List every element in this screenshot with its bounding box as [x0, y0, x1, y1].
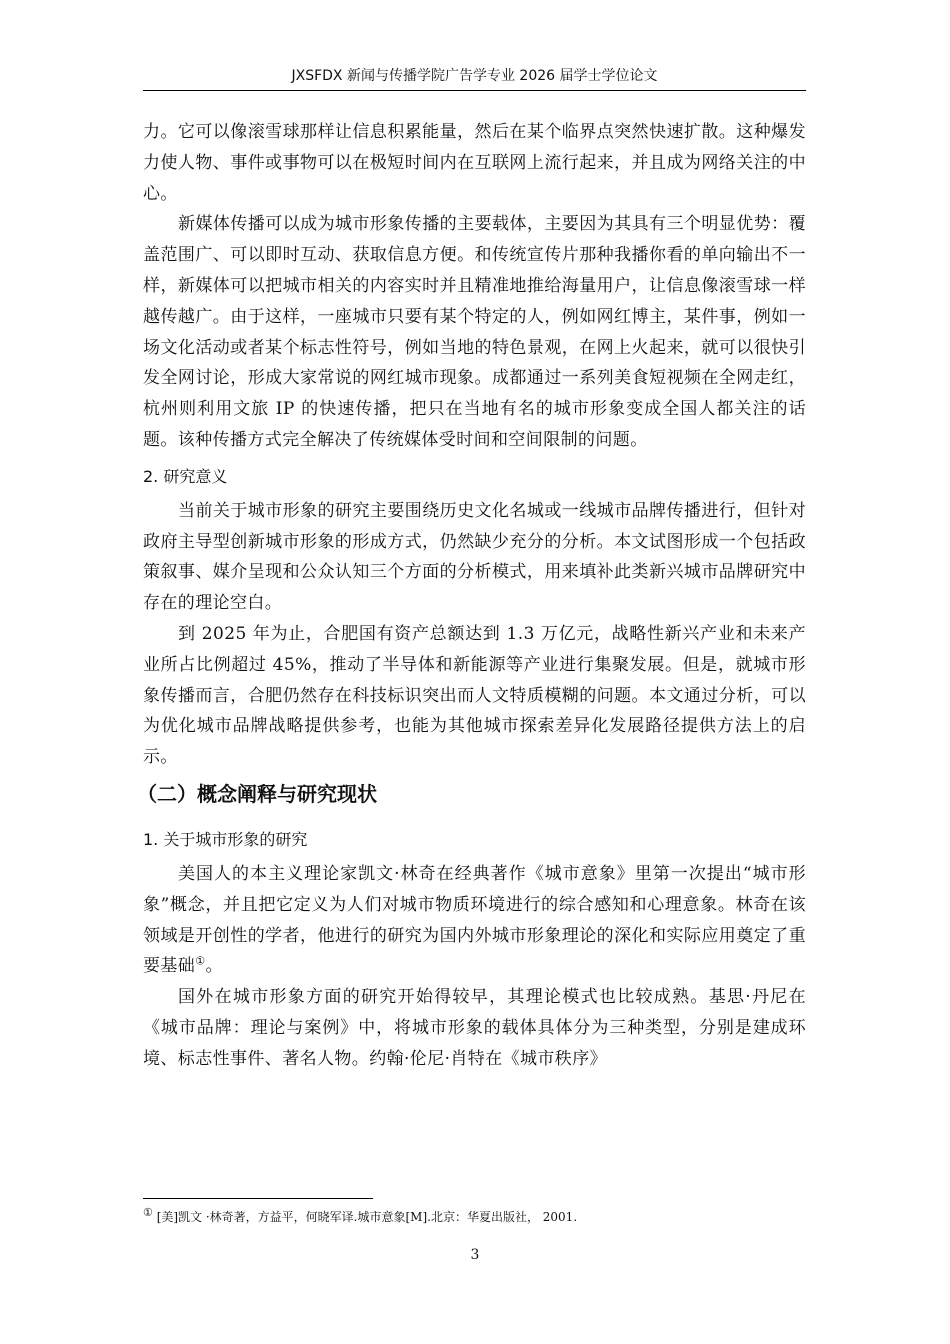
- footnote-divider: [143, 1198, 373, 1199]
- footnote-marker: ①: [143, 1206, 153, 1219]
- paragraph-foreign-research: 国外在城市形象方面的研究开始得较早，其理论模式也比较成熟。基思·丹尼在《城市品牌：理论与案例》中，将城市形象的载体具体分为三种类型，分别是建成环境、标志性事件、著名人物。约翰·伦尼·肖特在《城市秩序》: [143, 987, 806, 1069]
- footnote: [143, 1208, 806, 1226]
- paragraph-lynch-text: 美国人的本主义理论家凯文·林奇在经典著作《城市意象》里第一次提出“城市形象”概念，并且把它定义为人们对城市物质环境进行的综合感知和心理意象。林奇在该领域是开创性的学者，他进行的研究为国内外城市形象理论的深化和实际应用奠定了重要基础: [143, 863, 806, 977]
- main-content: [137, 117, 806, 1075]
- paragraph-new-media: 新媒体传播可以成为城市形象传播的主要载体，主要因为其具有三个明显优势：覆盖范围广、可以即时互动、获取信息方便。和传统宣传片那种我播你看的单向输出不一样，新媒体可以把城市相关的内容实时并且精准地推给海量用户，让信息像滚雪球一样越传越广。由于这样，一座城市只要有某个特定的人，例如网红博主，某件事，例如一场文化活动或者某个标志性符号，例如当地的特色景观，在网上火起来，就可以很快引发全网讨论，形成大家常说的网红城市现象。成都通过一系列美食短视频在全网走红，杭州则利用文旅 IP 的快速传播，把只在当地有名的城市形象变成全国人都关注的话题。该种传播方式完全解决了传统媒体受时间和空间限制的问题。: [143, 214, 806, 450]
- footnote-text: [美]凯文 ·林奇著，方益平，何晓军译.城市意象[M].北京：华夏出版社， 2001.: [152, 1210, 578, 1224]
- paragraph-virality: 力。它可以像滚雪球那样让信息积累能量，然后在某个临界点突然快速扩散。这种爆发力使人物、事件或事物可以在极短时间内在互联网上流行起来，并且成为网络关注的中心。: [143, 122, 806, 204]
- paragraph-lynch: [143, 859, 806, 982]
- paragraph-hefei: 到 2025 年为止，合肥国有资产总额达到 1.3 万亿元，战略性新兴产业和未来产业所占比例超过 45%，推动了半导体和新能源等产业进行集聚发展。但是，就城市形象传播而言，合肥仍然存在科技标识突出而人文特质模糊的问题。本文通过分析，可以为优化城市品牌战略提供参考，也能为其他城市探索差异化发展路径提供方法上的启示。: [143, 623, 806, 768]
- page-number: 3: [470, 1247, 480, 1263]
- header-title: JXSFDX 新闻与传播学院广告学专业 2026 届学士学位论文: [291, 68, 658, 84]
- paragraph-lynch-end: 。: [205, 956, 223, 977]
- page-header: [143, 66, 806, 91]
- section-heading-concepts: （二）概念阐释与研究现状: [137, 781, 377, 806]
- footnote-reference: ①: [195, 954, 206, 968]
- heading-city-image-research: 1. 关于城市形象的研究: [143, 829, 308, 849]
- heading-research-significance: 2. 研究意义: [143, 466, 228, 486]
- paragraph-theory-gap: 当前关于城市形象的研究主要围绕历史文化名城或一线城市品牌传播进行，但针对政府主导型创新城市形象的形成方式，仍然缺少充分的分析。本文试图形成一个包括政策叙事、媒介呈现和公众认知三个方面的分析模式，用来填补此类新兴城市品牌研究中存在的理论空白。: [143, 500, 806, 614]
